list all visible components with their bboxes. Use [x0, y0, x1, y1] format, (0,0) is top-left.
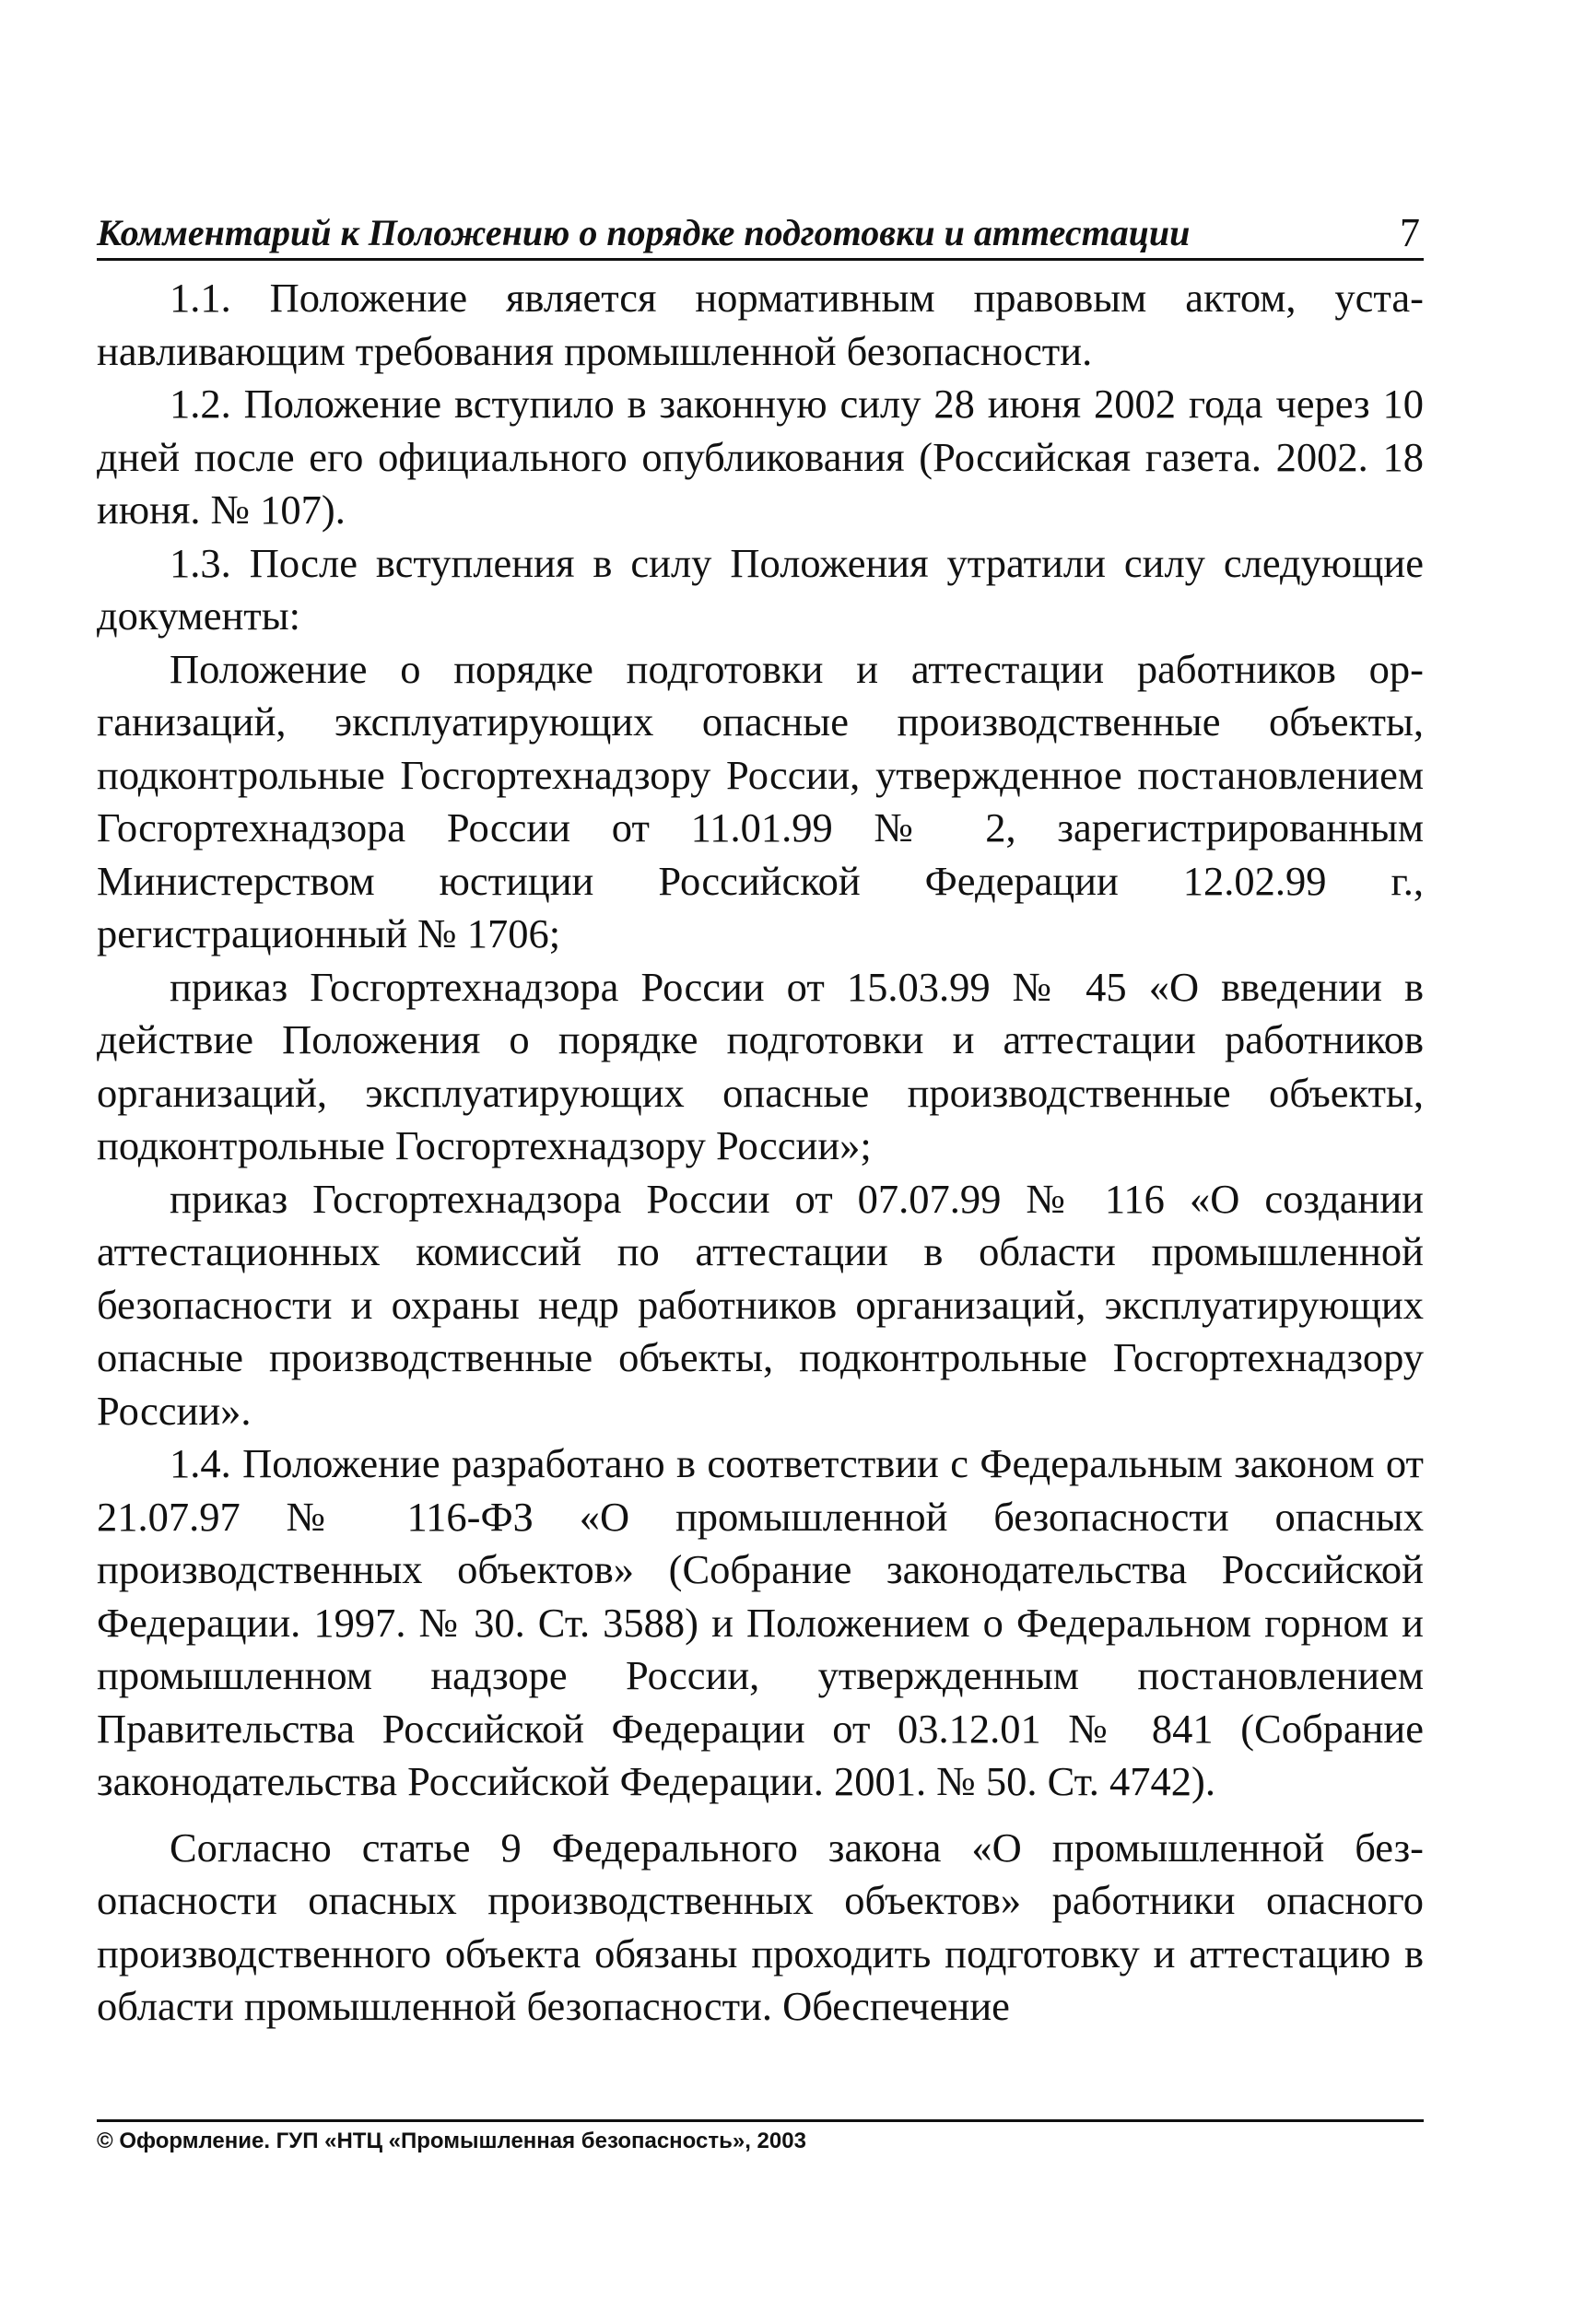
body-text: [97, 272, 1424, 2034]
paragraph-1-3: 1.3. После вступления в силу Положения утратили силу следующие документы:: [97, 539, 1424, 639]
list-item-order-116: приказ Госгортехнадзора России от 07.07.99 № 116 «О создании аттестационных комиссий по аттестации в области промышленной безопасности и охраны недр работников организаций, эксплуатирующих опасные производственные объекты, подконтрольные Госгортехнадзору России».: [97, 1175, 1424, 1434]
copyright-text: © Оформление. ГУП «НТЦ «Промышленная безопасность», 2003: [97, 2129, 806, 2153]
running-title: Комментарий к Положению о порядке подготовки и аттестации: [97, 212, 1191, 253]
running-head: [97, 210, 1424, 261]
paragraph-1-2: 1.2. Положение вступило в законную силу 28 июня 2002 года через 10 дней после его официального опубликования (Российская газета. 2002. 18 июня. № 107).: [97, 381, 1424, 533]
paragraph-article-9: Согласно статье 9 Федерального закона «О промышленной безопасности опасных производственных объектов» работники опасного производственного объекта обязаны проходить подготовку и аттестацию в области промышленной безопасности. Обеспечение: [97, 1824, 1424, 2029]
page-number: 7: [1400, 210, 1420, 255]
paragraph-1-1: 1.1. Положение является нормативным правовым актом, устанавливающим требования промышленной безопасности.: [97, 275, 1424, 374]
list-item-order-45: приказ Госгортехнадзора России от 15.03.99 № 45 «О введении в действие Положения о порядке подготовки и аттестации работников организаций, эксплуатирующих опасные производственные объекты, подконтрольные Госгортехнадзору России»;: [97, 963, 1424, 1168]
copyright-footer: [97, 2119, 1424, 2155]
list-item-regulation: Положение о порядке подготовки и аттестации работников организаций, эксплуатирующих опасные производственные объекты, подконтрольные Госгортехнадзору России, утвержденное постановлением Госгортехнадзора России от 11.01.99 № 2, зарегистрированным Министерством юстиции Российской Федерации 12.02.99 г., регистрационный № 1706;: [97, 645, 1424, 956]
paragraph-1-4: 1.4. Положение разработано в соответствии с Федеральным законом от 21.07.97 № 116-ФЗ «О промышленной безопасности опасных производственных объектов» (Собрание законодательства Российской Федерации. 1997. № 30. Ст. 3588) и Положением о Федеральном горном и промышленном надзоре России, утвержденным постановлением Правительства Российской Федерации от 03.12.01 № 841 (Собрание законодательства Российской Федерации. 2001. № 50. Ст. 4742).: [97, 1440, 1424, 1804]
book-page: [97, 210, 1424, 2034]
